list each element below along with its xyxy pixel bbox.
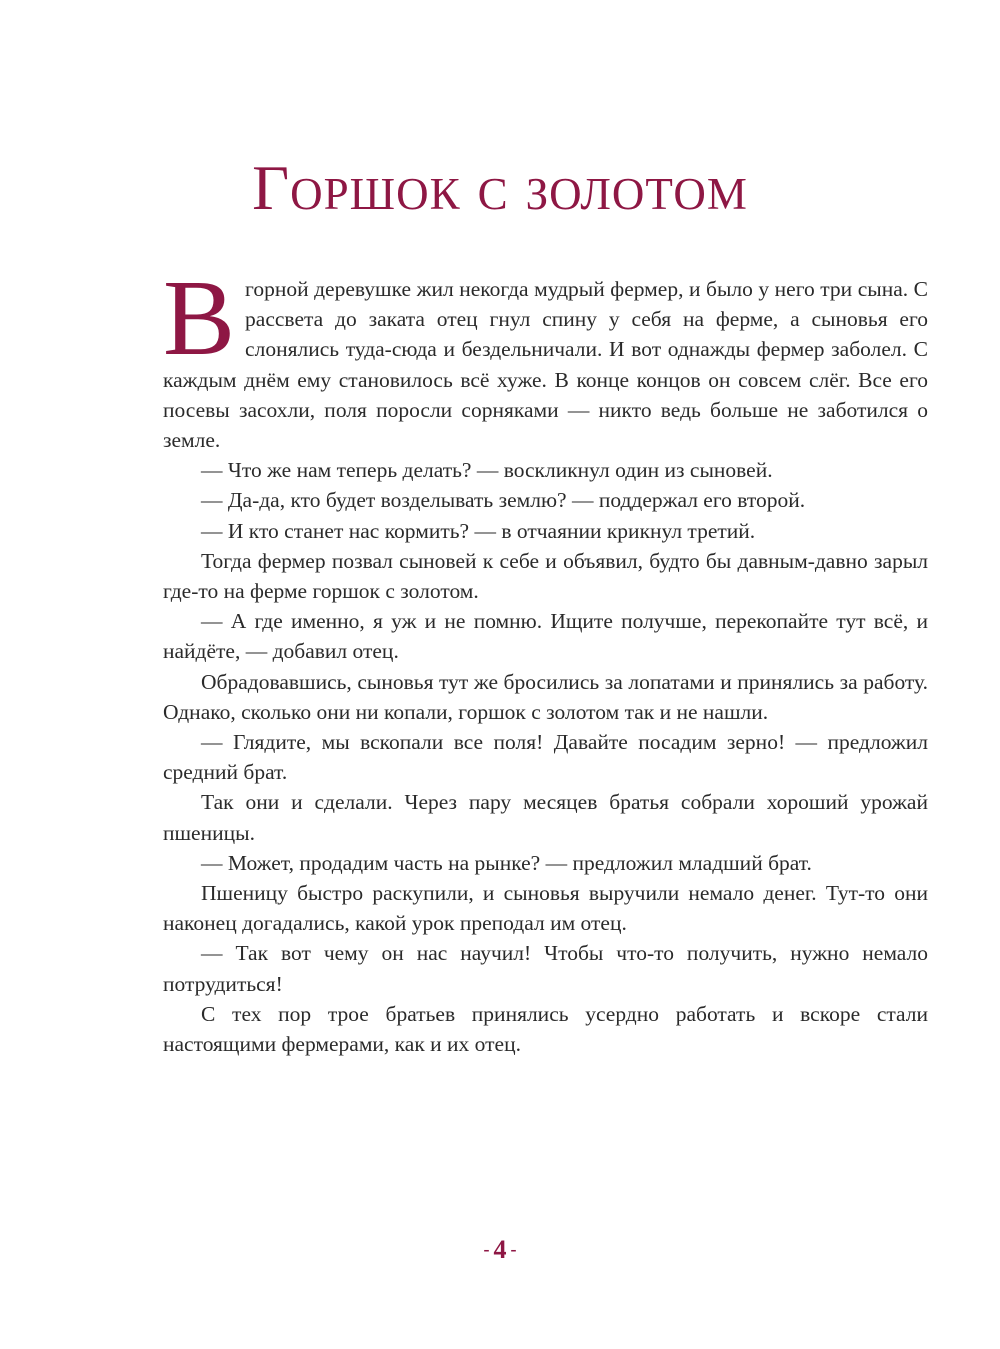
paragraph: С тех пор трое братьев принялись усердно работать и вскоре стали настоящими фермерами, как и их отец. (163, 1001, 928, 1057)
paragraph: — А где именно, я уж и не помню. Ищите получше, перекопайте тут всё, и найдёте, — добавил отец. (163, 609, 928, 664)
first-paragraph (163, 259, 928, 455)
paragraph: — Может, продадим часть на рынке? — предложил младший брат. (201, 850, 812, 875)
paragraph: — И кто станет нас кормить? — в отчаянии крикнул третий. (201, 518, 756, 543)
paragraph: — Глядите, мы вскопали все поля! Давайте посадим зерно! — предложил средний брат. (163, 730, 928, 785)
paragraph: Пшеницу быстро раскупили, и сыновья выручили немало денег. Тут-то они наконец догадались, какой урок преподал им отец. (163, 881, 928, 936)
paragraph: Обрадовавшись, сыновья тут же бросились за лопатами и принялись за работу. Однако, сколько они ни копали, горшок с золотом так и не нашли. (163, 669, 928, 724)
page-number-dash-right: - (510, 1239, 517, 1259)
paragraph: Так они и сделали. Через пару месяцев братья собрали хороший урожай пшеницы. (163, 790, 928, 845)
page-number-dash-left: - (483, 1239, 490, 1259)
paragraph: Тогда фермер позвал сыновей к себе и объявил, будто бы давным-давно зарыл где-то на ферме горшок с золотом. (163, 548, 928, 604)
paragraph: — Так вот чему он нас научил! Чтобы что-то получить, нужно немало потрудиться! (163, 941, 928, 996)
paragraph: — Что же нам теперь делать? — воскликнул один из сыновей. (201, 458, 773, 483)
first-paragraph-text: горной деревушке жил некогда мудрый фермер, и было у него три сына. С рассвета до заката отец гнул спину у себя на ферме, а сыновья его слонялись туда-сюда и бездельничали. И вот однажды фермер заболел. С каждым днём ему становилось всё хуже. В конце концов он совсем слёг. Все его посевы засохли, поля поросли сорняками — никто ведь больше не заботился о земле. (163, 277, 928, 453)
page-title: Горшок с золотом (252, 152, 748, 223)
page-number (0, 1232, 1000, 1267)
page-number-value: 4 (493, 1235, 507, 1264)
story-text (163, 259, 928, 1059)
paragraph: — Да-да, кто будет возделывать землю? — поддержал его второй. (201, 488, 806, 513)
drop-cap: В (163, 259, 236, 378)
